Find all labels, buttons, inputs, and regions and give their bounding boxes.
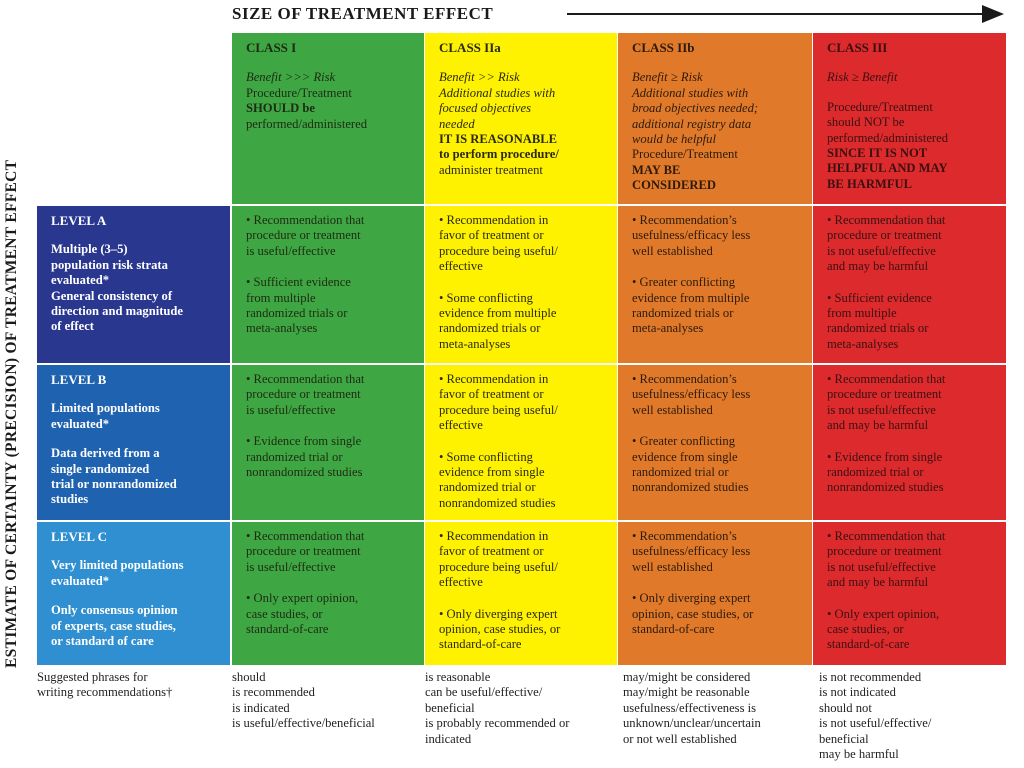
- cell-text-line: is useful/effective: [246, 559, 336, 574]
- level-b-line: trial or nonrandomized: [51, 477, 177, 492]
- level-a-class-iib-cell: [618, 206, 812, 363]
- phrase: can be useful/effective/: [425, 685, 543, 700]
- cell-text-line: randomized trials or: [827, 321, 929, 336]
- level-c-header: [37, 522, 230, 665]
- class-iib-ratio: Benefit ≥ Risk: [632, 70, 703, 85]
- certainty-axis-title: ESTIMATE OF CERTAINTY (PRECISION) OF TREATMENT EFFECT: [3, 159, 20, 668]
- level-a-class-i-cell: [232, 206, 424, 363]
- level-c-line: evaluated*: [51, 573, 110, 588]
- class-iia-line: needed: [439, 116, 475, 131]
- level-b-line: studies: [51, 492, 89, 507]
- cell-text-line: • Some conflicting: [439, 290, 533, 305]
- cell-text-line: • Evidence from single: [827, 449, 943, 464]
- class-iib-line: MAY BE: [632, 162, 681, 177]
- phrase: is probably recommended or: [425, 716, 570, 731]
- cell-text-line: procedure or treatment: [246, 228, 361, 243]
- cell-text-line: meta-analyses: [246, 321, 318, 336]
- cell-text-line: evidence from multiple: [439, 306, 557, 321]
- phrase: is useful/effective/beneficial: [232, 716, 375, 731]
- class-iib-line: CONSIDERED: [632, 178, 716, 193]
- class-i-header: [232, 33, 424, 204]
- level-a-line: population risk strata: [51, 257, 168, 272]
- cell-text-line: meta-analyses: [439, 336, 511, 351]
- cell-text-line: • Recommendation in: [439, 529, 549, 543]
- cell-text-line: case studies, or: [827, 622, 904, 637]
- cell-text-line: • Only diverging expert: [632, 591, 751, 606]
- cell-text-line: usefulness/efficacy less: [632, 387, 751, 402]
- level-c-line: or standard of care: [51, 634, 154, 649]
- cell-text-line: nonrandomized studies: [439, 495, 556, 510]
- cell-text-line: opinion, case studies, or: [439, 622, 561, 637]
- class-iia-ratio: Benefit >> Risk: [439, 70, 520, 85]
- phrase: indicated: [425, 731, 472, 746]
- level-a-line: Multiple (3–5): [51, 242, 128, 257]
- cell-text-line: opinion, case studies, or: [632, 606, 754, 621]
- class-iii-line: performed/administered: [827, 130, 948, 145]
- cell-text-line: procedure or treatment: [246, 544, 361, 559]
- cell-text-line: is not useful/effective: [827, 402, 936, 417]
- class-iib-line: broad objectives needed;: [632, 101, 759, 116]
- level-c-line: of experts, case studies,: [51, 618, 176, 633]
- footer-phrases-class-iii: [819, 670, 931, 762]
- cell-text-line: and may be harmful: [827, 418, 929, 433]
- level-c-class-iib-cell: [618, 522, 812, 665]
- cell-text-line: • Sufficient evidence: [246, 275, 351, 290]
- cell-text-line: evidence from single: [439, 465, 545, 480]
- phrase: unknown/unclear/uncertain: [623, 716, 761, 731]
- level-b-class-iib-cell: [618, 365, 812, 520]
- cell-text-line: favor of treatment or: [439, 387, 544, 402]
- cell-text-line: • Only expert opinion,: [827, 606, 940, 621]
- footer-label-line: Suggested phrases for: [37, 670, 148, 684]
- cell-text-line: usefulness/efficacy less: [632, 544, 751, 559]
- level-c-class-iia-cell: [425, 522, 617, 665]
- class-iib-line: would be helpful: [632, 132, 716, 147]
- cell-text-line: • Recommendation in: [439, 213, 549, 227]
- level-b-line: evaluated*: [51, 416, 110, 431]
- level-b-class-i-cell: [232, 365, 424, 520]
- cell-text-line: • Only expert opinion,: [246, 591, 359, 606]
- level-a-line: General consistency of: [51, 288, 173, 303]
- class-iia-title: CLASS IIa: [439, 40, 501, 55]
- cell-text-line: procedure being useful/: [439, 559, 558, 574]
- class-iii-line: should NOT be: [827, 115, 905, 130]
- phrase: is not indicated: [819, 685, 896, 700]
- phrase: beneficial: [425, 700, 475, 715]
- cell-text-line: • Recommendation’s: [632, 372, 737, 386]
- cell-text-line: • Recommendation that: [246, 372, 365, 386]
- cell-text-line: standard-of-care: [439, 637, 522, 652]
- footer-phrases-class-iib: [623, 670, 761, 747]
- phrase: is indicated: [232, 700, 290, 715]
- class-iia-line: Additional studies with: [439, 85, 556, 100]
- treatment-effect-arrow-line: [567, 13, 985, 15]
- phrase: should not: [819, 700, 872, 715]
- footer-phrases-class-i: [232, 670, 375, 732]
- class-iii-title: CLASS III: [827, 40, 888, 55]
- cell-text-line: standard-of-care: [246, 622, 329, 637]
- class-i-ratio: Benefit >>> Risk: [246, 70, 336, 85]
- footer-phrases-class-iia: [425, 670, 569, 747]
- cell-text-line: nonrandomized studies: [827, 480, 944, 495]
- cell-text-line: standard-of-care: [827, 637, 910, 652]
- cell-text-line: is useful/effective: [246, 402, 336, 417]
- cell-text-line: • Recommendation that: [246, 529, 365, 543]
- cell-text-line: is not useful/effective: [827, 559, 936, 574]
- class-iia-line: to perform procedure/: [439, 147, 559, 162]
- cell-text-line: evidence from single: [632, 449, 738, 464]
- cell-text-line: • Recommendation that: [827, 372, 946, 386]
- cell-text-line: usefulness/efficacy less: [632, 228, 751, 243]
- cell-text-line: from multiple: [246, 290, 316, 305]
- level-b-class-iii-cell: [813, 365, 1006, 520]
- cell-text-line: • Recommendation that: [246, 213, 365, 227]
- cell-text-line: favor of treatment or: [439, 228, 544, 243]
- cell-text-line: favor of treatment or: [439, 544, 544, 559]
- cell-text-line: nonrandomized studies: [632, 480, 749, 495]
- cell-text-line: procedure or treatment: [827, 387, 942, 402]
- level-c-class-iii-cell: [813, 522, 1006, 665]
- class-i-title: CLASS I: [246, 40, 297, 55]
- level-c-line: Only consensus opinion: [51, 603, 178, 618]
- cell-text-line: • Some conflicting: [439, 449, 533, 464]
- cell-text-line: • Greater conflicting: [632, 434, 736, 449]
- cell-text-line: • Recommendation that: [827, 213, 946, 227]
- level-c-title: LEVEL C: [51, 529, 107, 544]
- phrase: should: [232, 670, 266, 684]
- cell-text-line: randomized trials or: [246, 306, 348, 321]
- cell-text-line: meta-analyses: [632, 321, 704, 336]
- class-i-line: SHOULD be: [246, 101, 315, 116]
- cell-text-line: • Recommendation’s: [632, 213, 737, 227]
- cell-text-line: well established: [632, 402, 713, 417]
- class-iii-line: BE HARMFUL: [827, 176, 913, 191]
- class-iib-title: CLASS IIb: [632, 40, 695, 55]
- cell-text-line: • Recommendation that: [827, 529, 946, 543]
- phrase: usefulness/effectiveness is: [623, 700, 757, 715]
- cell-text-line: randomized trials or: [632, 306, 734, 321]
- cell-text-line: nonrandomized studies: [246, 465, 363, 480]
- class-iib-line: Procedure/Treatment: [632, 147, 738, 162]
- phrase: is not recommended: [819, 670, 922, 684]
- cell-text-line: case studies, or: [246, 606, 323, 621]
- class-iii-line: HELPFUL AND MAY: [827, 161, 948, 176]
- cell-text-line: procedure or treatment: [827, 228, 942, 243]
- cell-text-line: randomized trial or: [246, 449, 343, 464]
- phrase: beneficial: [819, 731, 869, 746]
- phrase: is reasonable: [425, 670, 491, 684]
- phrase: or not well established: [623, 731, 737, 746]
- class-iia-line: IT IS REASONABLE: [439, 132, 558, 147]
- level-a-line: direction and magnitude: [51, 304, 184, 319]
- cell-text-line: effective: [439, 418, 483, 433]
- cell-text-line: from multiple: [827, 306, 897, 321]
- cell-text-line: • Greater conflicting: [632, 275, 736, 290]
- level-b-line: Data derived from a: [51, 446, 160, 461]
- cell-text-line: is not useful/effective: [827, 243, 936, 258]
- footer-label: [37, 670, 172, 701]
- size-of-treatment-effect-title: SIZE OF TREATMENT EFFECT: [232, 4, 494, 23]
- level-a-class-iii-cell: [813, 206, 1006, 363]
- level-b-line: Limited populations: [51, 401, 160, 416]
- class-iia-line: focused objectives: [439, 101, 531, 116]
- cell-text-line: • Sufficient evidence: [827, 290, 932, 305]
- class-iii-line: SINCE IT IS NOT: [827, 146, 928, 161]
- phrase: may/might be considered: [623, 670, 751, 684]
- class-iib-line: Additional studies with: [632, 85, 749, 100]
- level-a-header: [37, 206, 230, 363]
- phrase: may be harmful: [819, 747, 899, 762]
- level-b-title: LEVEL B: [51, 372, 107, 387]
- cell-text-line: is useful/effective: [246, 243, 336, 258]
- level-b-line: single randomized: [51, 461, 150, 476]
- cell-text-line: randomized trials or: [439, 321, 541, 336]
- level-a-line: of effect: [51, 319, 94, 334]
- cell-text-line: randomized trial or: [632, 465, 729, 480]
- class-iii-header: [813, 33, 1006, 204]
- class-iib-header: [618, 33, 812, 204]
- phrase: is not useful/effective/: [819, 716, 932, 731]
- cell-text-line: procedure being useful/: [439, 402, 558, 417]
- cell-text-line: • Recommendation’s: [632, 529, 737, 543]
- cell-text-line: procedure or treatment: [246, 387, 361, 402]
- class-iib-line: additional registry data: [632, 116, 752, 131]
- footer-label-line: writing recommendations†: [37, 685, 173, 700]
- phrase: may/might be reasonable: [623, 685, 750, 700]
- cell-text-line: and may be harmful: [827, 575, 929, 590]
- class-iii-line: Procedure/Treatment: [827, 99, 933, 114]
- level-a-title: LEVEL A: [51, 213, 107, 228]
- cell-text-line: effective: [439, 575, 483, 590]
- class-i-line: performed/administered: [246, 116, 367, 131]
- level-b-header: [37, 365, 230, 520]
- cell-text-line: well established: [632, 559, 713, 574]
- class-iii-ratio: Risk ≥ Benefit: [827, 70, 898, 85]
- cell-text-line: and may be harmful: [827, 259, 929, 274]
- cell-text-line: randomized trial or: [827, 465, 924, 480]
- cell-text-line: standard-of-care: [632, 622, 715, 637]
- class-iia-header: [425, 33, 617, 204]
- cell-text-line: • Recommendation in: [439, 372, 549, 386]
- level-b-class-iia-cell: [425, 365, 617, 520]
- cell-text-line: meta-analyses: [827, 336, 899, 351]
- level-c-line: Very limited populations: [51, 558, 184, 573]
- cell-text-line: effective: [439, 259, 483, 274]
- level-c-class-i-cell: [232, 522, 424, 665]
- level-a-class-iia-cell: [425, 206, 617, 363]
- class-iia-line: administer treatment: [439, 162, 543, 177]
- level-a-line: evaluated*: [51, 273, 110, 288]
- cell-text-line: well established: [632, 243, 713, 258]
- cell-text-line: procedure being useful/: [439, 243, 558, 258]
- class-i-line: Procedure/Treatment: [246, 85, 352, 100]
- arrow-right-icon: [982, 5, 1004, 23]
- cell-text-line: evidence from multiple: [632, 290, 750, 305]
- phrase: is recommended: [232, 685, 315, 700]
- cell-text-line: randomized trial or: [439, 480, 536, 495]
- cell-text-line: procedure or treatment: [827, 544, 942, 559]
- cell-text-line: • Only diverging expert: [439, 606, 558, 621]
- cell-text-line: • Evidence from single: [246, 434, 362, 449]
